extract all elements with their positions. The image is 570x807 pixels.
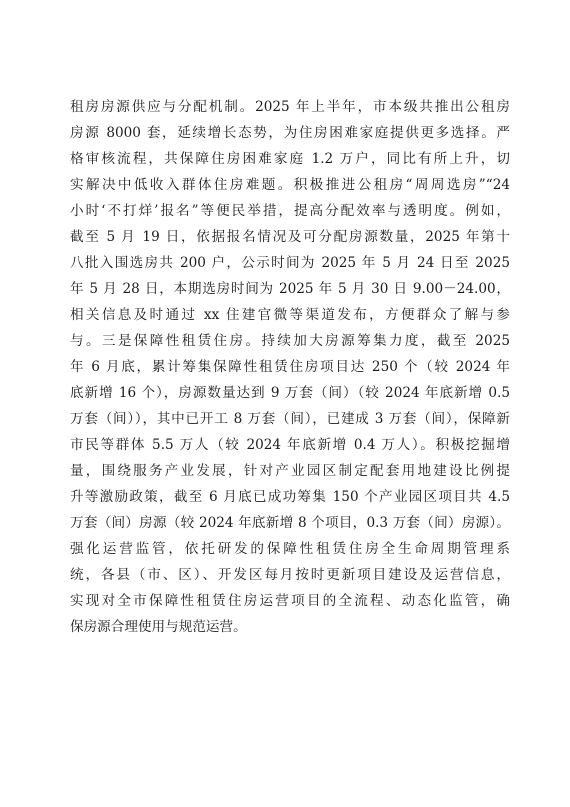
text-line: 截至 5 月 19 日，依据报名情况及可分配房源数量，2025 年第十 (70, 229, 510, 245)
text-line: 房源 8000 套，延续增长态势，为住房困难家庭提供更多选择。严 (70, 125, 510, 141)
text-line: 万套（间）房源（较 2024 年底新增 8 个项目，0.3 万套（间）房源）。 (70, 515, 510, 531)
text-line: 强化运营监管，依托研发的保障性租赁住房全生命周期管理系 (70, 541, 510, 557)
text-line: 格审核流程，共保障住房困难家庭 1.2 万户，同比有所上升，切 (70, 151, 510, 167)
text-line: 与。三是保障性租赁住房。持续加大房源筹集力度，截至 2025 (70, 333, 510, 349)
text-line: 实现对全市保障性租赁住房运营项目的全流程、动态化监管，确 (70, 593, 510, 609)
body-paragraph (70, 94, 510, 640)
text-line: 升等激励政策，截至 6 月底已成功筹集 150 个产业园区项目共 4.5 (70, 489, 510, 505)
text-line: 万套（间）），其中已开工 8 万套（间），已建成 3 万套（间），保障新 (70, 411, 510, 427)
text-line: 租房房源供应与分配机制。2025 年上半年，市本级共推出公租房 (70, 99, 510, 115)
text-line: 年 5 月 28 日，本期选房时间为 2025 年 5 月 30 日 9.00－24.00， (70, 281, 510, 297)
text-line: 市民等群体 5.5 万人（较 2024 年底新增 0.4 万人）。积极挖掘增 (70, 437, 510, 453)
text-line: 相关信息及时通过 xx 住建官微等渠道发布，方便群众了解与参 (70, 307, 510, 323)
text-line: 保房源合理使用与规范运营。 (70, 619, 247, 635)
text-line: 底新增 16 个），房源数量达到 9 万套（间）（较 2024 年底新增 0.5 (70, 385, 510, 401)
text-line: 实解决中低收入群体住房难题。积极推进公租房“周周选房”“24 (70, 177, 510, 193)
text-line: 统，各县（市、区）、开发区每月按时更新项目建设及运营信息， (70, 567, 510, 583)
text-line: 年 6 月底，累计筹集保障性租赁住房项目达 250 个（较 2024 年 (70, 359, 510, 375)
text-line: 量，围绕服务产业发展，针对产业园区制定配套用地建设比例提 (70, 463, 510, 479)
text-line: 八批入围选房共 200 户，公示时间为 2025 年 5 月 24 日至 2025 (70, 255, 510, 271)
text-line: 小时‘不打烊’报名”等便民举措，提高分配效率与透明度。例如， (70, 203, 510, 219)
